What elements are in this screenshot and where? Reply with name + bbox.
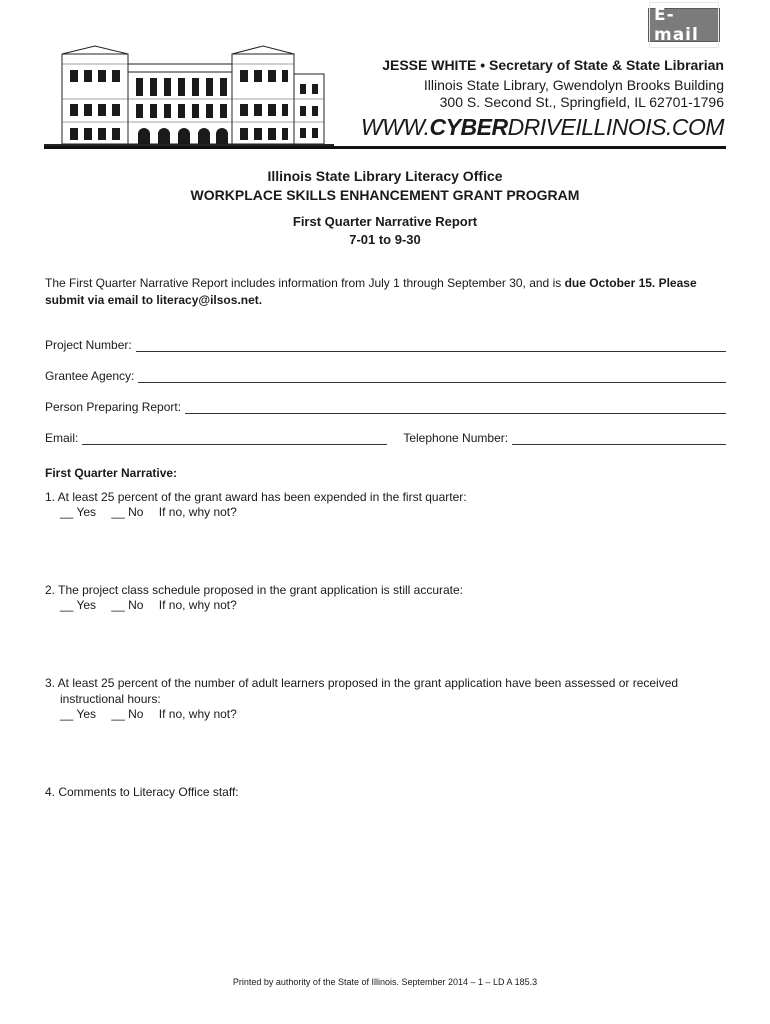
question-1: 1. At least 25 percent of the grant award has been expended in the first quarter: [45, 490, 467, 504]
question-3-why: If no, why not? [158, 707, 237, 721]
url-prefix: WWW. [360, 114, 430, 140]
question-2-no[interactable]: __ No [111, 598, 144, 612]
question-2-yes[interactable]: __ Yes [60, 598, 97, 612]
email-label: Email: [45, 431, 79, 445]
report-title: First Quarter Narrative Report [292, 214, 478, 229]
intro-paragraph [45, 275, 729, 309]
telephone-field[interactable] [512, 433, 726, 445]
footer-text: Printed by authority of the State of Illinois. September 2014 – 1 – LD A 185.3 [232, 977, 538, 987]
intro-bold: due October 15. Please submit via email to literacy@ilsos.net. [45, 276, 697, 307]
project-number-row [45, 338, 726, 352]
question-1-why: If no, why not? [158, 505, 237, 519]
report-dates: 7-01 to 9-30 [349, 232, 421, 247]
question-2-options [60, 598, 249, 612]
grantee-agency-field[interactable] [138, 371, 726, 383]
question-1-options [60, 505, 249, 519]
person-preparing-field[interactable] [185, 402, 726, 414]
library-building-illustration [44, 44, 334, 148]
email-field[interactable] [82, 433, 387, 445]
email-button-label: E-mail [649, 2, 719, 48]
person-preparing-row [45, 400, 726, 414]
question-3-continued: instructional hours: [60, 692, 161, 706]
header-name-line: JESSE WHITE • Secretary of State & State Librarian [382, 57, 724, 73]
question-2-why: If no, why not? [158, 598, 237, 612]
question-2: 2. The project class schedule proposed in the grant application is still accurate: [45, 583, 464, 597]
grantee-agency-label: Grantee Agency: [45, 369, 135, 383]
office-title: Illinois State Library Literacy Office [267, 168, 503, 184]
question-3-no[interactable]: __ No [111, 707, 144, 721]
question-3-yes[interactable]: __ Yes [60, 707, 97, 721]
intro-text: The First Quarter Narrative Report includes information from July 1 through September 30, and is [45, 276, 565, 290]
email-telephone-row [45, 431, 726, 445]
question-1-yes[interactable]: __ Yes [60, 505, 97, 519]
header-address-line: 300 S. Second St., Springfield, IL 62701-1796 [439, 94, 724, 110]
project-number-label: Project Number: [45, 338, 132, 352]
question-3: 3. At least 25 percent of the number of adult learners proposed in the grant application have been assessed or received [45, 676, 679, 690]
email-button[interactable] [648, 5, 720, 45]
program-title: WORKPLACE SKILLS ENHANCEMENT GRANT PROGRAM [190, 187, 580, 203]
question-1-no[interactable]: __ No [111, 505, 144, 519]
question-3-options [60, 707, 249, 721]
project-number-field[interactable] [136, 340, 726, 352]
header-divider [44, 146, 726, 149]
website-url[interactable] [361, 114, 724, 141]
person-preparing-label: Person Preparing Report: [45, 400, 182, 414]
question-4: 4. Comments to Literacy Office staff: [45, 785, 239, 799]
telephone-label: Telephone Number: [403, 431, 509, 445]
grantee-agency-row [45, 369, 726, 383]
header-org-line: Illinois State Library, Gwendolyn Brooks Building [423, 77, 724, 93]
narrative-heading: First Quarter Narrative: [45, 466, 178, 480]
url-suffix: DRIVEILLINOIS.COM [507, 114, 724, 140]
url-bold: CYBER [429, 114, 508, 140]
